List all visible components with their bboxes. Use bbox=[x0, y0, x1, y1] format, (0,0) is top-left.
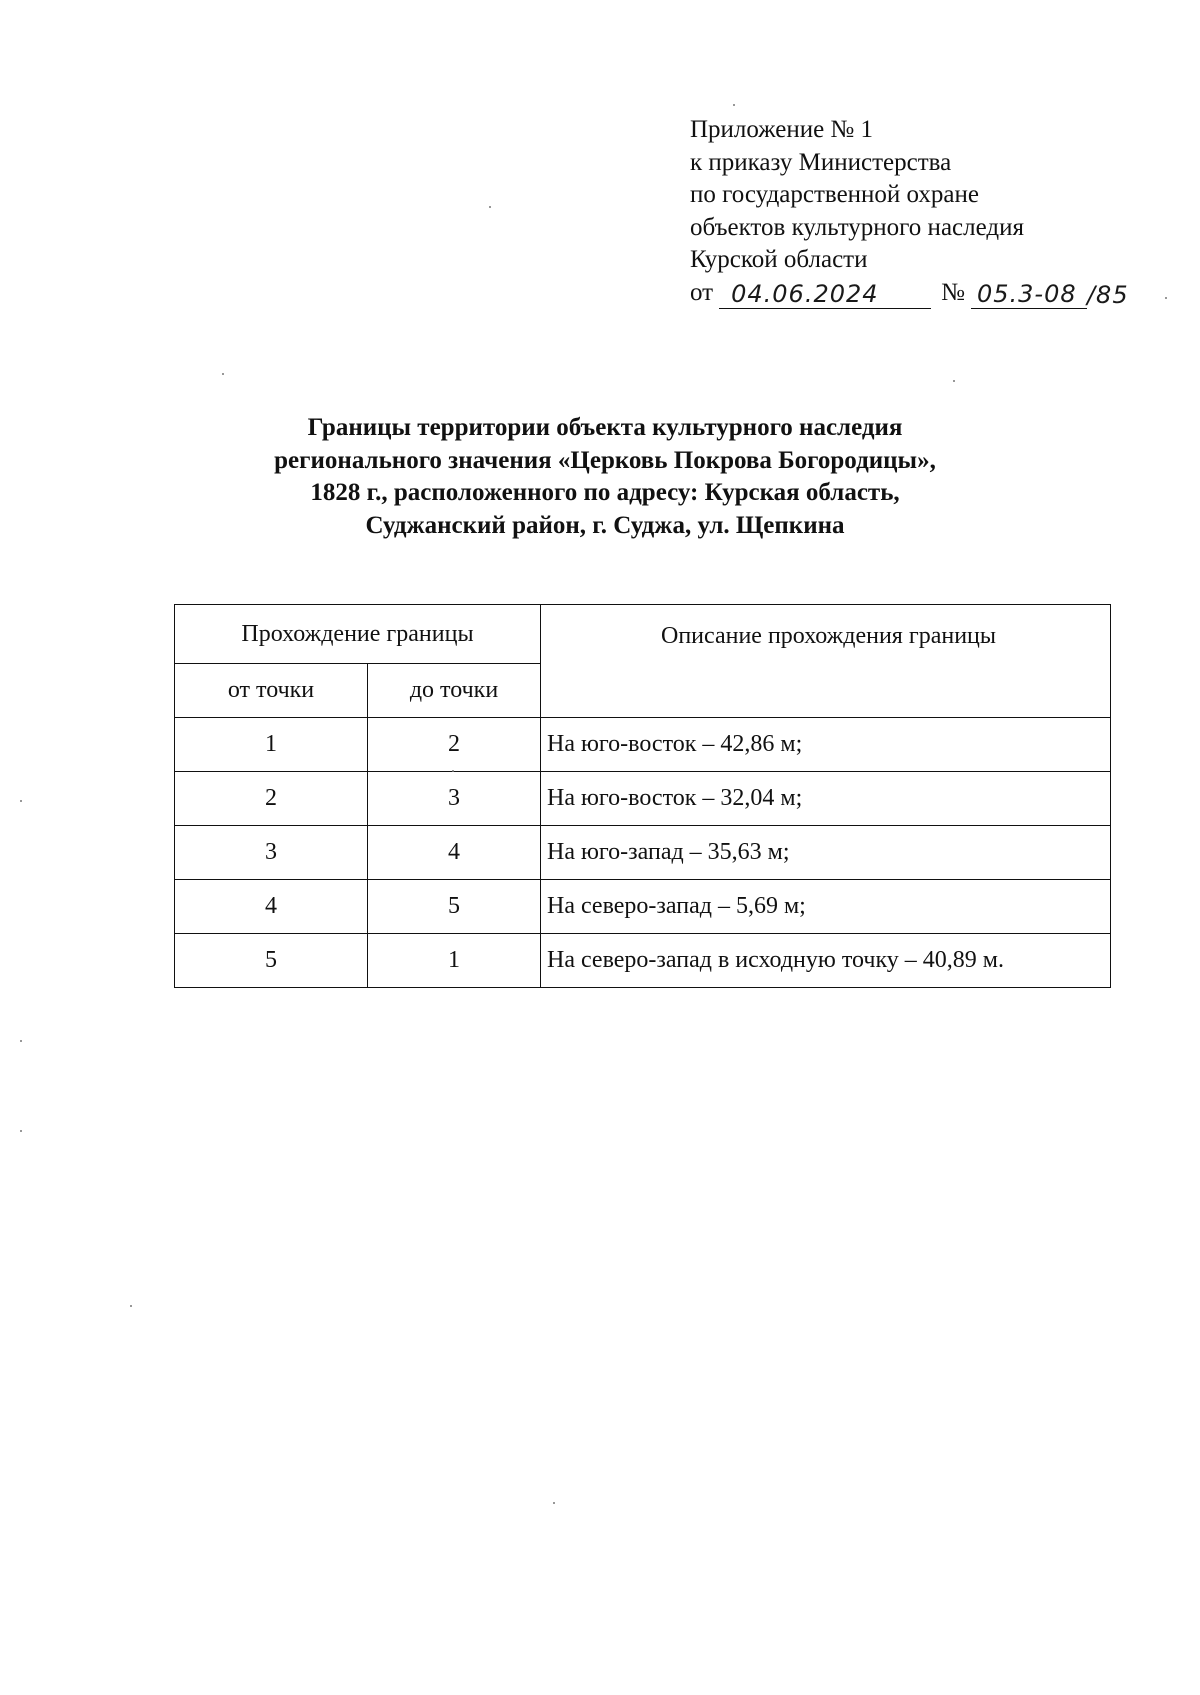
title-line: 1828 г., расположенного по адресу: Курская область, bbox=[310, 479, 900, 506]
cell-from: 3 bbox=[175, 826, 368, 880]
cell-description: На юго-восток – 42,86 м; bbox=[541, 718, 1111, 772]
document-title bbox=[180, 412, 1030, 542]
scan-speck bbox=[20, 1130, 22, 1132]
table-row bbox=[175, 718, 1111, 772]
cell-to: 1 bbox=[368, 934, 541, 988]
appendix-line: объектов культурного наследия bbox=[690, 213, 1024, 241]
cell-to: 5 bbox=[368, 880, 541, 934]
table-row bbox=[175, 934, 1111, 988]
cell-to: 4 bbox=[368, 826, 541, 880]
date-prefix: от bbox=[690, 278, 714, 306]
order-date-number-line bbox=[690, 277, 1129, 310]
appendix-line: по государственной охране bbox=[690, 181, 980, 208]
cell-from: 2 bbox=[175, 772, 368, 826]
order-number-suffix: /85 bbox=[1086, 281, 1129, 309]
title-line: Границы территории объекта культурного наследия bbox=[307, 414, 903, 441]
appendix-block bbox=[690, 114, 1129, 309]
scan-speck bbox=[733, 104, 735, 106]
scan-speck bbox=[130, 1305, 132, 1307]
header-boundary-passage: Прохождение границы bbox=[175, 605, 541, 664]
scan-speck bbox=[222, 373, 224, 375]
cell-from: 4 bbox=[175, 880, 368, 934]
title-line: Суджанский район, г. Суджа, ул. Щепкина bbox=[365, 511, 845, 539]
scan-speck bbox=[489, 206, 491, 208]
appendix-line: Приложение № 1 bbox=[690, 116, 874, 143]
cell-description: На юго-восток – 32,04 м; bbox=[541, 772, 1111, 826]
scan-speck bbox=[452, 770, 454, 772]
table-row bbox=[175, 880, 1111, 934]
cell-to: 3 bbox=[368, 772, 541, 826]
cell-description: На юго-запад – 35,63 м; bbox=[541, 826, 1111, 880]
boundary-table bbox=[174, 604, 1111, 988]
table-header-row bbox=[175, 605, 1111, 664]
cell-to: 2 bbox=[368, 718, 541, 772]
scan-speck bbox=[1165, 297, 1167, 299]
scan-speck bbox=[20, 1040, 22, 1042]
cell-from: 5 bbox=[175, 934, 368, 988]
scan-speck bbox=[953, 380, 955, 382]
title-line: регионального значения «Церковь Покрова Богородицы», bbox=[274, 446, 936, 474]
order-date: 04.06.2024 bbox=[719, 280, 931, 309]
cell-description: На северо-запад – 5,69 м; bbox=[541, 880, 1111, 934]
order-number: 05.3-08 bbox=[971, 280, 1087, 309]
cell-from: 1 bbox=[175, 718, 368, 772]
appendix-line: к приказу Министерства bbox=[690, 148, 952, 176]
scan-speck bbox=[20, 800, 22, 802]
appendix-line: Курской области bbox=[690, 246, 868, 273]
cell-description: На северо-запад в исходную точку – 40,89 м. bbox=[541, 934, 1111, 988]
header-to-point: до точки bbox=[368, 664, 541, 718]
scan-speck bbox=[553, 1502, 555, 1504]
table-row bbox=[175, 772, 1111, 826]
number-prefix: № bbox=[941, 278, 965, 306]
header-description: Описание прохождения границы bbox=[541, 605, 1111, 718]
header-from-point: от точки bbox=[175, 664, 368, 718]
table-row bbox=[175, 826, 1111, 880]
